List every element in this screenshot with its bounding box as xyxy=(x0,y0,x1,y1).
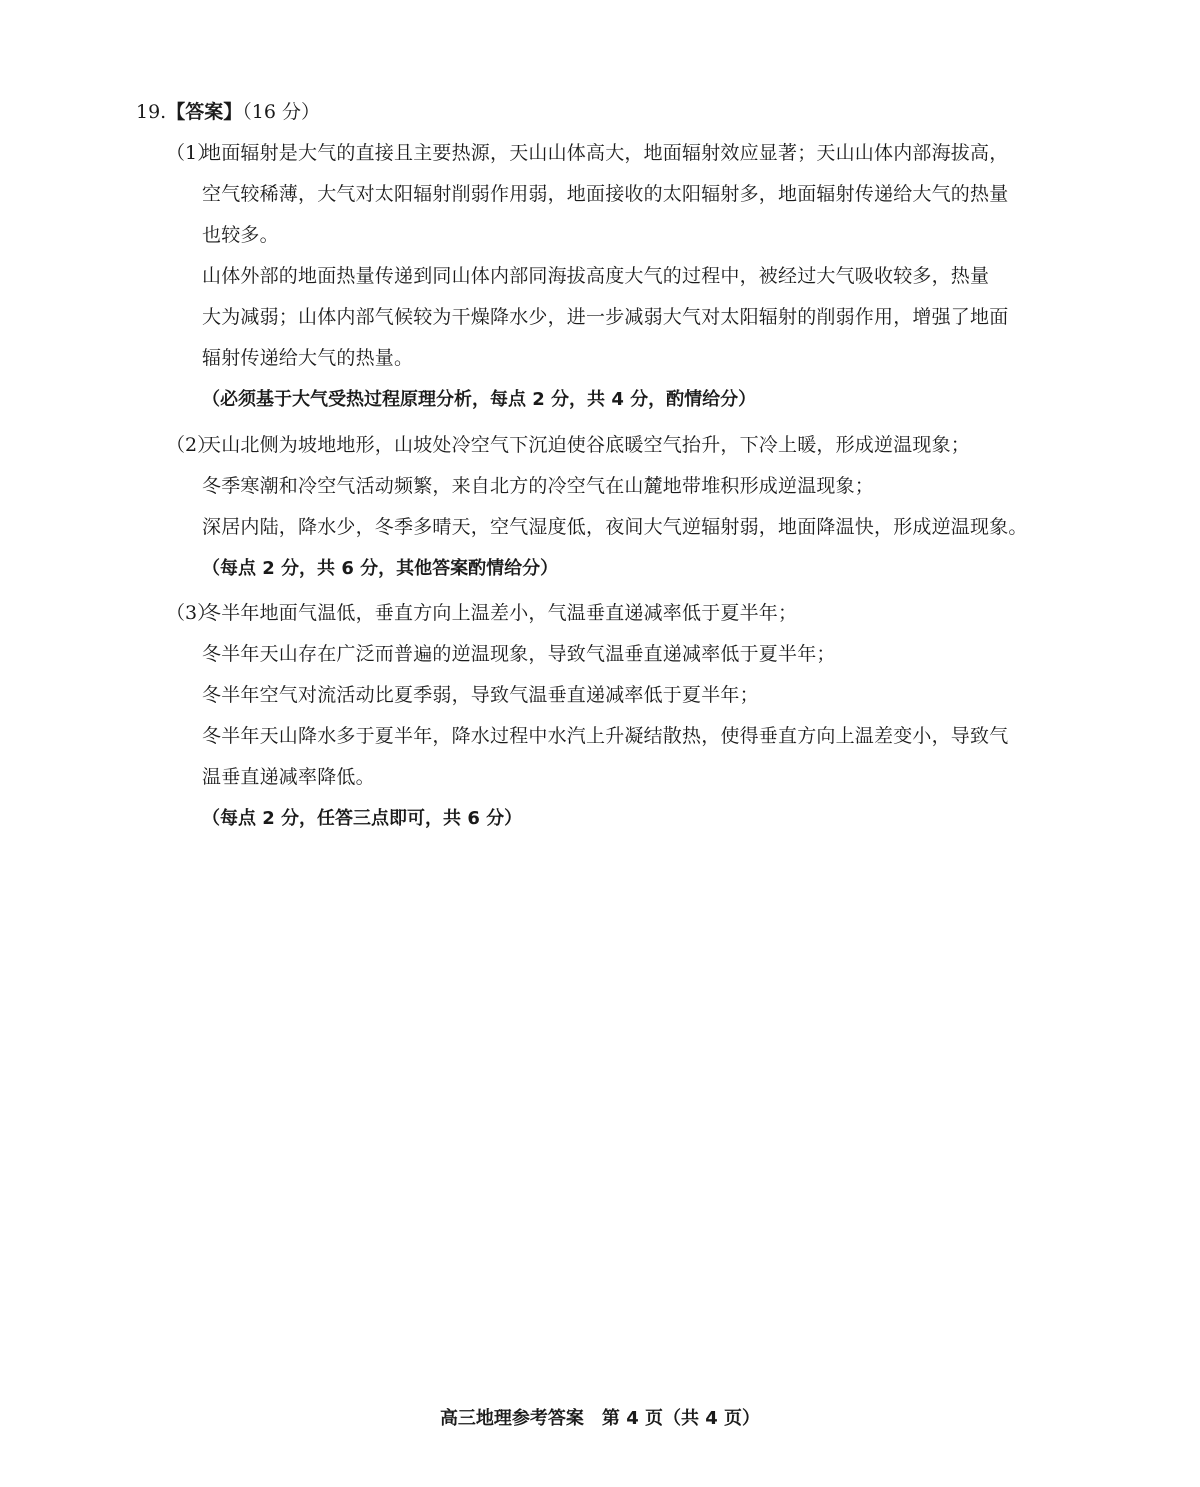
question-header xyxy=(136,98,320,126)
answer-line: 深居内陆，降水少，冬季多晴天，空气湿度低，夜间大气逆辐射弱，地面降温快，形成逆温现象。 xyxy=(202,516,1028,538)
answer-line: 温垂直递减率降低。 xyxy=(202,766,375,788)
part-label: （3） xyxy=(166,602,217,624)
scoring-note: （每点 2 分，任答三点即可，共 6 分） xyxy=(202,808,523,829)
part-label: （1） xyxy=(166,142,217,164)
answer-line: 冬半年空气对流活动比夏季弱，导致气温垂直递减率低于夏半年； xyxy=(202,684,759,706)
question-points: （16 分） xyxy=(242,101,320,123)
answer-line: 冬半年天山存在广泛而普遍的逆温现象，导致气温垂直递减率低于夏半年； xyxy=(202,643,836,665)
answer-line: 大为减弱；山体内部气候较为干燥降水少，进一步减弱大气对太阳辐射的削弱作用，增强了地面 xyxy=(202,306,1009,328)
answer-line: 冬半年天山降水多于夏半年，降水过程中水汽上升凝结散热，使得垂直方向上温差变小，导致气 xyxy=(202,725,1009,747)
answer-line: 冬季寒潮和冷空气活动频繁，来自北方的冷空气在山麓地带堆积形成逆温现象； xyxy=(202,475,875,497)
page-footer: 高三地理参考答案 第 4 页（共 4 页） xyxy=(439,1408,761,1429)
answer-line: 山体外部的地面热量传递到同山体内部同海拔高度大气的过程中，被经过大气吸收较多，热量 xyxy=(202,265,990,287)
answer-line: 冬半年地面气温低，垂直方向上温差小，气温垂直递减率低于夏半年； xyxy=(202,602,798,624)
scoring-note: （每点 2 分，共 6 分，其他答案酌情给分） xyxy=(202,558,559,579)
answer-part-1 xyxy=(166,133,1076,420)
answer-line: 天山北侧为坡地地形，山坡处冷空气下沉迫使谷底暖空气抬升，下冷上暖，形成逆温现象； xyxy=(202,434,971,456)
answer-part-2 xyxy=(166,425,1076,589)
answer-line: 地面辐射是大气的直接且主要热源，天山山体高大，地面辐射效应显著；天山山体内部海拔高， xyxy=(202,142,1009,164)
answer-line: 空气较稀薄，大气对太阳辐射削弱作用弱，地面接收的太阳辐射多，地面辐射传递给大气的热量 xyxy=(202,183,1009,205)
answer-tag: 【答案】 xyxy=(166,101,243,123)
answer-line: 辐射传递给大气的热量。 xyxy=(202,347,414,369)
question-number: 19. xyxy=(136,101,167,123)
answer-line: 也较多。 xyxy=(202,224,279,246)
answer-part-3 xyxy=(166,593,1076,839)
scoring-note: （必须基于大气受热过程原理分析，每点 2 分，共 4 分，酌情给分） xyxy=(202,389,757,410)
part-label: （2） xyxy=(166,434,217,456)
